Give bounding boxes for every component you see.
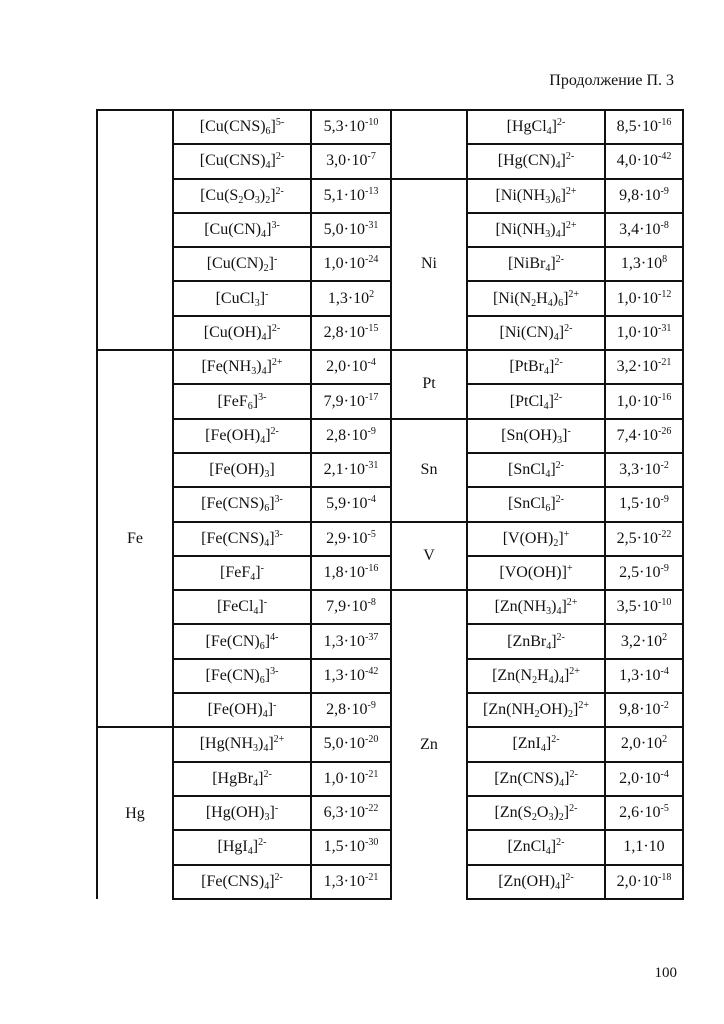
element-cell: Sn bbox=[391, 419, 467, 522]
complex-formula-cell: $[Zn(S_2O_3)_2]^{2-}$ bbox=[467, 796, 605, 830]
table-row bbox=[97, 865, 683, 899]
constant-cell: $9,8\cdot 10^{-9}$ bbox=[605, 179, 683, 213]
constant-cell: $2,8\cdot 10^{-9}$ bbox=[311, 693, 391, 727]
page-number: 100 bbox=[654, 965, 677, 981]
element-cell: Fe bbox=[97, 350, 173, 727]
constant-cell: $2,6\cdot 10^{-5}$ bbox=[605, 796, 683, 830]
complex-formula-cell: $[ZnI_4]^{2-}$ bbox=[467, 727, 605, 761]
constant-cell: $5,0\cdot 10^{-20}$ bbox=[311, 727, 391, 761]
table-row bbox=[97, 590, 683, 624]
constant-cell: $2,9\cdot 10^{-5}$ bbox=[311, 522, 391, 556]
element-cell: Ni bbox=[391, 179, 467, 350]
table-row bbox=[97, 522, 683, 556]
complex-formula-cell: $[Cu(S_2O_3)_2]^{2-}$ bbox=[173, 179, 311, 213]
complex-formula-cell: [ZnBr$_4$]$^{2-}$ bbox=[467, 624, 605, 658]
constant-cell: $3,3\cdot 10^{-2}$ bbox=[605, 453, 683, 487]
table-row bbox=[97, 384, 683, 418]
constant-cell: $5,9\cdot 10^{-4}$ bbox=[311, 487, 391, 521]
element-cell: Pt bbox=[391, 350, 467, 419]
complex-formula-cell: $[Cu(CNS)_4]^{2-}$ bbox=[173, 144, 311, 178]
element-cell: Zn bbox=[391, 590, 467, 899]
complex-formula-cell: $[FeF_6]^{3-}$ bbox=[173, 384, 311, 418]
complex-formula-cell: $[Cu(CN)_4]^{3-}$ bbox=[173, 213, 311, 247]
page-heading: Продолжение П. 3 bbox=[549, 72, 674, 89]
constant-cell: $1,3\cdot 10^8$ bbox=[605, 247, 683, 281]
complex-formula-cell: $[Fe(CN)_6]^{3-}$ bbox=[173, 659, 311, 693]
complex-formula-cell: [ZnCl$_4$]$^{2-}$ bbox=[467, 830, 605, 864]
complex-formula-cell: [SnCl$_4$]$^{2-}$ bbox=[467, 453, 605, 487]
constant-cell: $1,8\cdot 10^{-16}$ bbox=[311, 556, 391, 590]
element-cell bbox=[391, 110, 467, 179]
complex-formula-cell: $[Fe(OH)_3]$ bbox=[173, 453, 311, 487]
constant-cell: $3,5\cdot 10^{-10}$ bbox=[605, 590, 683, 624]
complex-formula-cell: [FeF$_4$]- bbox=[173, 556, 311, 590]
table-row bbox=[97, 659, 683, 693]
constant-cell: $1,0\cdot 10^{-24}$ bbox=[311, 247, 391, 281]
constant-cell: $7,4\cdot 10^{-26}$ bbox=[605, 419, 683, 453]
constant-cell: $1,0\cdot 10^{-31}$ bbox=[605, 316, 683, 350]
constant-cell: $1,3\cdot 10^{-37}$ bbox=[311, 624, 391, 658]
complex-formula-cell: $[Zn(NH_3)_4]^{2+}$ bbox=[467, 590, 605, 624]
element-cell: V bbox=[391, 522, 467, 591]
complex-formula-cell: [PtBr$_4$]$^{2-}$ bbox=[467, 350, 605, 384]
complex-formula-cell: $[Zn(N_2H_4)_4]^{2+}$ bbox=[467, 659, 605, 693]
table-row bbox=[97, 556, 683, 590]
table-row bbox=[97, 727, 683, 761]
constant-cell: $3,2\cdot 10^2$ bbox=[605, 624, 683, 658]
table-row bbox=[97, 281, 683, 315]
constant-cell: 1,1·10 bbox=[605, 830, 683, 864]
table-row bbox=[97, 487, 683, 521]
constant-cell: $7,9\cdot 10^{-8}$ bbox=[311, 590, 391, 624]
complex-formula-cell: $[Zn(NH_2OH)_2]^{2+}$ bbox=[467, 693, 605, 727]
table-row bbox=[97, 762, 683, 796]
constant-cell: $1,3\cdot 10^2$ bbox=[311, 281, 391, 315]
constant-cell: $4,0\cdot 10^{-42}$ bbox=[605, 144, 683, 178]
table-body bbox=[97, 110, 683, 899]
complex-formula-cell: $[Cu(CNS)_6]^{5-}$ bbox=[173, 110, 311, 144]
constant-cell: $1,3\cdot 10^{-42}$ bbox=[311, 659, 391, 693]
complex-formula-cell: $[Fe(OH)_4]^-$ bbox=[173, 693, 311, 727]
table-row bbox=[97, 179, 683, 213]
table-row bbox=[97, 110, 683, 144]
complex-formula-cell: $[Ni(NH_3)_6]^{2+}$ bbox=[467, 179, 605, 213]
complex-formula-cell: $[Hg(NH_3)_4]^{2+}$ bbox=[173, 727, 311, 761]
constant-cell: $2,0\cdot 10^{-4}$ bbox=[311, 350, 391, 384]
constant-cell: $1,3\cdot 10^{-21}$ bbox=[311, 865, 391, 899]
complex-formula-cell: [FeCl$_4$]- bbox=[173, 590, 311, 624]
complex-formula-cell: $[Ni(NH_3)_4]^{2+}$ bbox=[467, 213, 605, 247]
table-row bbox=[97, 796, 683, 830]
table-row bbox=[97, 419, 683, 453]
constant-cell: $1,0\cdot 10^{-16}$ bbox=[605, 384, 683, 418]
complex-formula-cell: $[Cu(OH)_4]^{2-}$ bbox=[173, 316, 311, 350]
constant-cell: $1,0\cdot 10^{-12}$ bbox=[605, 281, 683, 315]
complex-formula-cell: $[Zn(OH)_4]^{2-}$ bbox=[467, 865, 605, 899]
element-cell bbox=[97, 110, 173, 350]
constant-cell: $5,3\cdot 10^{-10}$ bbox=[311, 110, 391, 144]
constant-cell: $1,5\cdot 10^{-30}$ bbox=[311, 830, 391, 864]
complex-formula-cell: [CuCl$_3$]- bbox=[173, 281, 311, 315]
table-row bbox=[97, 350, 683, 384]
constant-cell: $6,3\cdot 10^{-22}$ bbox=[311, 796, 391, 830]
constant-cell: $2,1\cdot 10^{-31}$ bbox=[311, 453, 391, 487]
complex-formula-cell: $[Fe(CNS)_4]^{3-}$ bbox=[173, 522, 311, 556]
complex-formula-cell: [VO(OH)]+ bbox=[467, 556, 605, 590]
constant-cell: $3,4\cdot 10^{-8}$ bbox=[605, 213, 683, 247]
complex-formula-cell: $[Fe(CN)_6]^{4-}$ bbox=[173, 624, 311, 658]
table-row bbox=[97, 247, 683, 281]
element-cell: Hg bbox=[97, 727, 173, 898]
table-row bbox=[97, 453, 683, 487]
constant-cell: $2,8\cdot 10^{-15}$ bbox=[311, 316, 391, 350]
complex-formula-cell: $[Fe(CNS)_6]^{3-}$ bbox=[173, 487, 311, 521]
constant-cell: $5,0\cdot 10^{-31}$ bbox=[311, 213, 391, 247]
complex-formula-cell: $[Fe(OH)_4]^{2-}$ bbox=[173, 419, 311, 453]
constant-cell: $2,5\cdot 10^{-22}$ bbox=[605, 522, 683, 556]
constant-cell: $8,5\cdot 10^{-16}$ bbox=[605, 110, 683, 144]
constant-cell: $5,1\cdot 10^{-13}$ bbox=[311, 179, 391, 213]
complex-formula-cell: [HgCl$_4$]$^{2-}$ bbox=[467, 110, 605, 144]
constant-cell: $1,0\cdot 10^{-21}$ bbox=[311, 762, 391, 796]
table-row bbox=[97, 213, 683, 247]
constant-cell: $7,9\cdot 10^{-17}$ bbox=[311, 384, 391, 418]
constant-cell: $3,2\cdot 10^{-21}$ bbox=[605, 350, 683, 384]
constant-cell: $1,3\cdot 10^{-4}$ bbox=[605, 659, 683, 693]
table-row bbox=[97, 144, 683, 178]
complex-formula-cell: $[Hg(OH)_3]^-$ bbox=[173, 796, 311, 830]
constant-cell: $2,5\cdot 10^{-9}$ bbox=[605, 556, 683, 590]
complex-formula-cell: [SnCl$_6$]$^{2-}$ bbox=[467, 487, 605, 521]
table-row bbox=[97, 693, 683, 727]
complex-formula-cell: [NiBr$_4$]$^{2-}$ bbox=[467, 247, 605, 281]
complex-formula-cell: $[Zn(CNS)_4]^{2-}$ bbox=[467, 762, 605, 796]
complex-formula-cell: $[HgI_4]^{2-}$ bbox=[173, 830, 311, 864]
table-row bbox=[97, 624, 683, 658]
complex-formula-cell: $[Cu(CN)_2]^-$ bbox=[173, 247, 311, 281]
constant-cell: $9,8\cdot 10^{-2}$ bbox=[605, 693, 683, 727]
constant-cell: $1,5\cdot 10^{-9}$ bbox=[605, 487, 683, 521]
complex-formula-cell: [HgBr$_4$]$^{2-}$ bbox=[173, 762, 311, 796]
complex-formula-cell: $[Hg(CN)_4]^{2-}$ bbox=[467, 144, 605, 178]
complex-formula-cell: [PtCl$_4$]$^{2-}$ bbox=[467, 384, 605, 418]
complex-formula-cell: $[Ni(N_2H_4)_6]^{2+}$ bbox=[467, 281, 605, 315]
complex-formula-cell: $[Ni(CN)_4]^{2-}$ bbox=[467, 316, 605, 350]
constant-cell: $2,0\cdot 10^{-18}$ bbox=[605, 865, 683, 899]
constant-cell: $2,0\cdot 10^{-4}$ bbox=[605, 762, 683, 796]
complex-formula-cell: $[Fe(CNS)_4]^{2-}$ bbox=[173, 865, 311, 899]
table-row bbox=[97, 830, 683, 864]
constant-cell: $2,8\cdot 10^{-9}$ bbox=[311, 419, 391, 453]
complex-formula-cell: $[Fe(NH_3)_4]^{2+}$ bbox=[173, 350, 311, 384]
complex-formula-cell: $[Sn(OH)_3]^-$ bbox=[467, 419, 605, 453]
stability-constants-table bbox=[96, 109, 684, 900]
table-row bbox=[97, 316, 683, 350]
complex-formula-cell: $[V(OH)_2]^+$ bbox=[467, 522, 605, 556]
constant-cell: $2,0\cdot 10^2$ bbox=[605, 727, 683, 761]
constant-cell: $3,0\cdot 10^{-7}$ bbox=[311, 144, 391, 178]
